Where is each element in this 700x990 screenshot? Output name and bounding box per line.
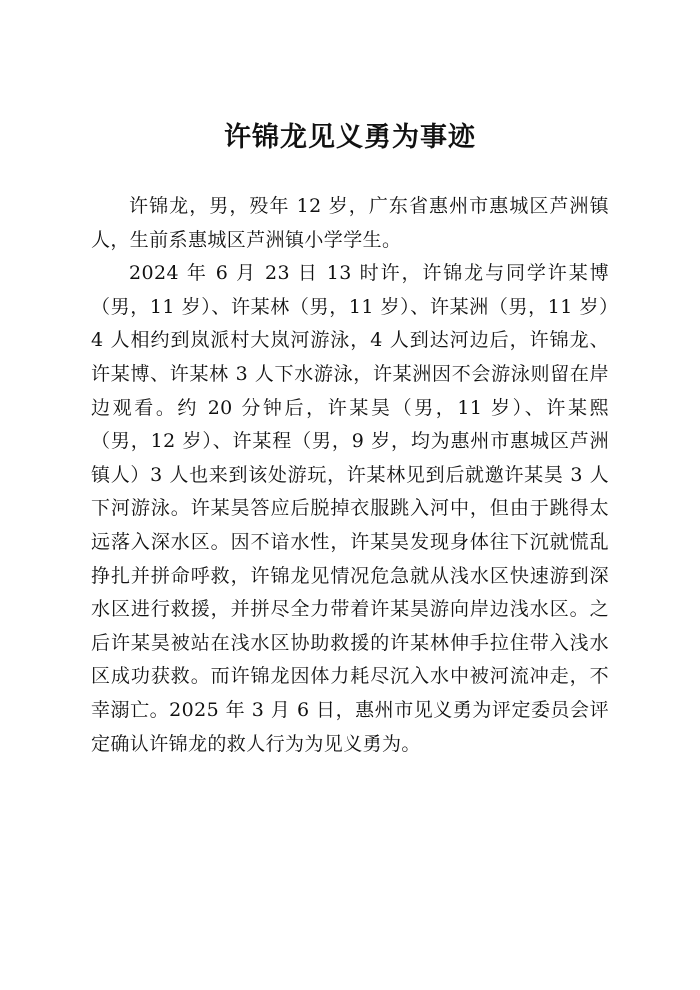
paragraph-2: 2024 年 6 月 23 日 13 时许，许锦龙与同学许某博（男，11 岁）、许某林（男，11 岁）、许某洲（男，11 岁）4 人相约到岚派村大岚河游泳，4 人到达河边后，许锦龙、许某博、许某林 3 人下水游泳，许某洲因不会游泳则留在岸边观看。约 20 分钟后，许某昊（男，11 岁）、许某熙（男，12 岁）、许某程（男，9 岁，均为惠州市惠城区芦洲镇人）3 人也来到该处游玩，许某林见到后就邀许某昊 3 人下河游泳。许某昊答应后脱掉衣服跳入河中，但由于跳得太远落入深水区。因不谙水性，许某昊发现身体往下沉就慌乱挣扎并拼命呼救，许锦龙见情况危急就从浅水区快速游到深水区进行救援，并拼尽全力带着许某昊游向岸边浅水区。之后许某昊被站在浅水区协助救援的许某林伸手拉住带入浅水区成功获救。而许锦龙因体力耗尽沉入水中被河流冲走，不幸溺亡。2025 年 3 月 6 日，惠州市见义勇为评定委员会评定确认许锦龙的救人行为为见义勇为。 bbox=[91, 262, 609, 755]
document-body bbox=[91, 190, 609, 761]
paragraph-1: 许锦龙，男，殁年 12 岁，广东省惠州市惠城区芦洲镇人，生前系惠城区芦洲镇小学学生。 bbox=[91, 195, 609, 251]
document-title: 许锦龙见义勇为事迹 bbox=[224, 122, 476, 153]
